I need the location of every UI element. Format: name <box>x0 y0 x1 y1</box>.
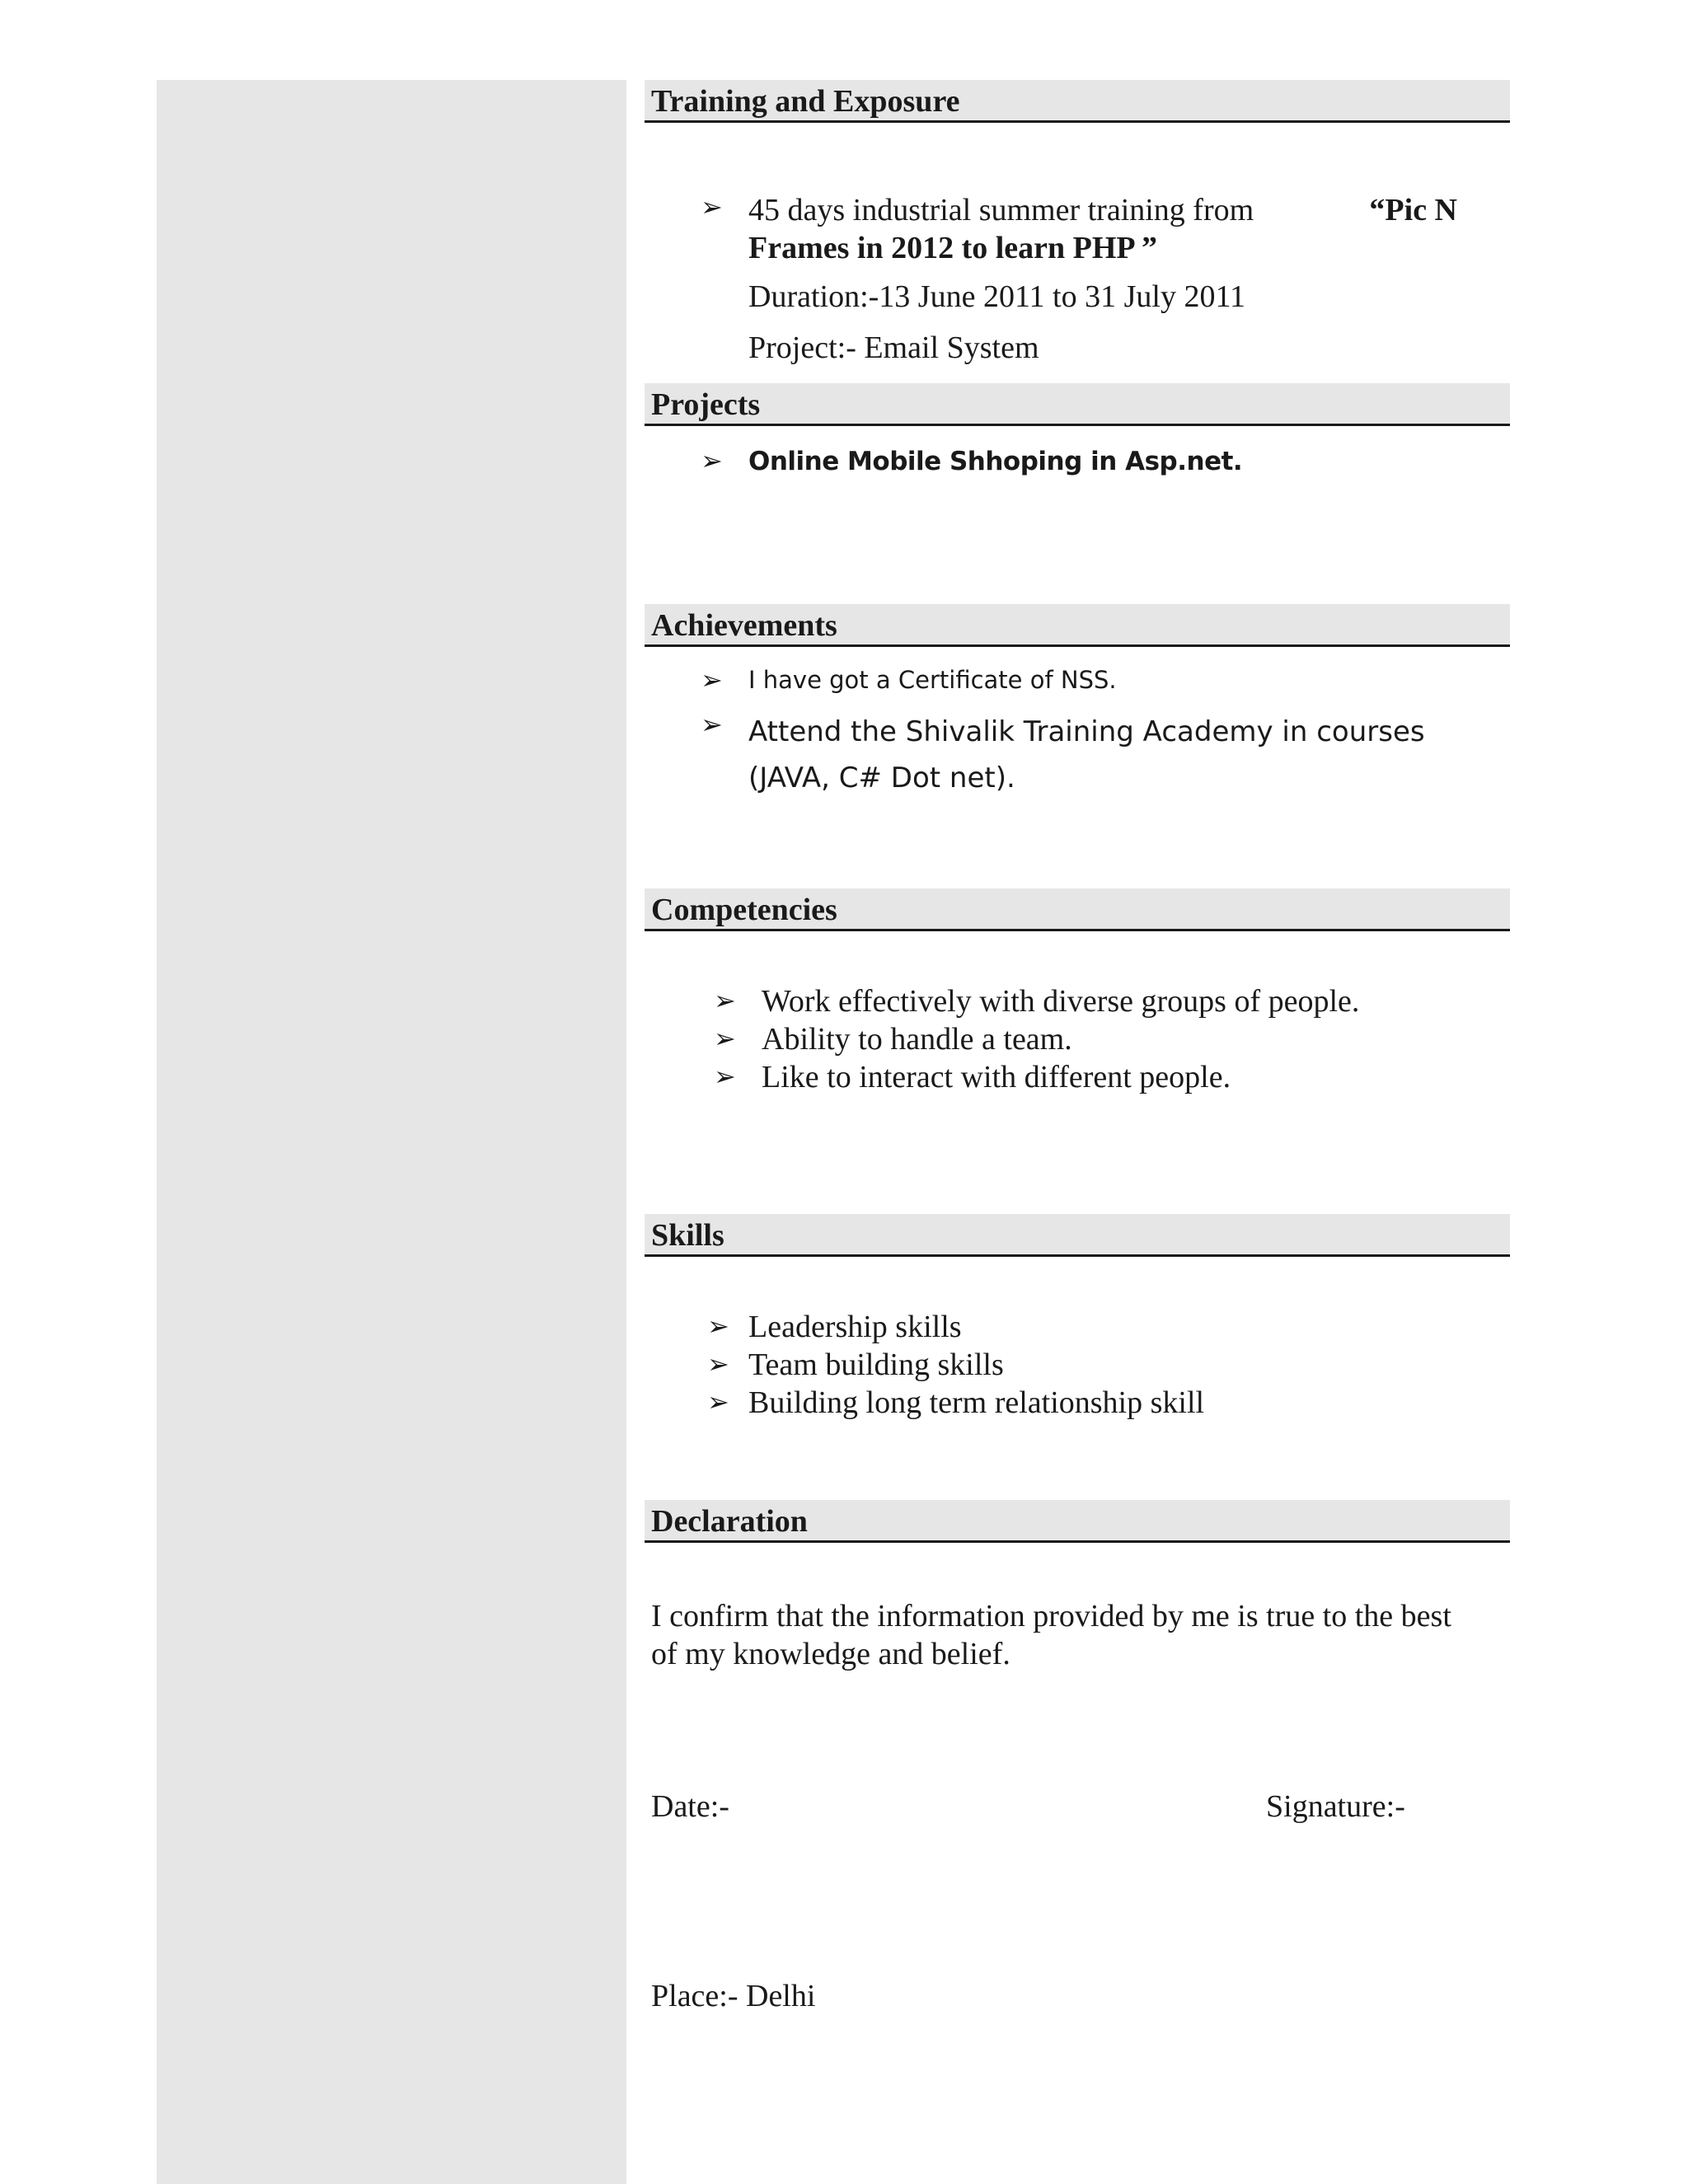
bullet-arrow-icon: ➢ <box>701 191 723 223</box>
achievement-item-text <box>748 709 1425 801</box>
bullet-arrow-icon: ➢ <box>707 1348 729 1380</box>
skill-item-text: Building long term relationship skill <box>748 1385 1205 1420</box>
achievement-item-line-2: (JAVA, C# Dot net). <box>748 762 1015 794</box>
competency-item-text: Like to interact with different people. <box>762 1060 1231 1094</box>
left-sidebar-panel <box>157 80 626 2184</box>
competency-item-text: Work effectively with diverse groups of people. <box>762 984 1360 1019</box>
training-item-lead: 45 days industrial summer training from <box>748 193 1262 227</box>
declaration-text <box>651 1597 1508 1673</box>
bullet-arrow-icon: ➢ <box>701 445 723 476</box>
bullet-arrow-icon: ➢ <box>714 985 736 1016</box>
section-header-achievements: Achievements <box>645 604 1510 647</box>
place-label: Place:- Delhi <box>651 1979 816 2013</box>
project-item-text: Online Mobile Shhoping in Asp.net. <box>748 447 1243 476</box>
skill-item-text: Team building skills <box>748 1347 1004 1382</box>
bullet-arrow-icon: ➢ <box>707 1386 729 1418</box>
training-item-bold-1: “Pic N <box>1369 193 1457 227</box>
achievement-item-text: I have got a Certificate of NSS. <box>748 666 1117 694</box>
achievement-item-line-1: Attend the Shivalik Training Academy in courses <box>748 715 1425 748</box>
section-header-declaration: Declaration <box>645 1500 1510 1543</box>
declaration-text-line-2: of my knowledge and belief. <box>651 1637 1010 1671</box>
declaration-text-line-1: I confirm that the information provided by me is true to the best <box>651 1599 1451 1633</box>
training-item-bold-2: Frames in 2012 to learn PHP ” <box>748 231 1158 265</box>
training-item-text <box>748 191 1457 267</box>
training-project: Project:- Email System <box>748 330 1039 365</box>
bullet-arrow-icon: ➢ <box>714 1061 736 1092</box>
bullet-arrow-icon: ➢ <box>707 1310 729 1342</box>
section-header-projects: Projects <box>645 383 1510 426</box>
section-header-competencies: Competencies <box>645 888 1510 931</box>
signature-label: Signature:- <box>1266 1789 1405 1824</box>
competency-item-text: Ability to handle a team. <box>762 1022 1072 1057</box>
section-header-training: Training and Exposure <box>645 80 1510 123</box>
section-header-skills: Skills <box>645 1214 1510 1257</box>
skill-item-text: Leadership skills <box>748 1310 962 1344</box>
bullet-arrow-icon: ➢ <box>701 709 723 740</box>
bullet-arrow-icon: ➢ <box>714 1023 736 1054</box>
training-duration: Duration:-13 June 2011 to 31 July 2011 <box>748 279 1246 314</box>
date-label: Date:- <box>651 1789 729 1824</box>
bullet-arrow-icon: ➢ <box>701 664 723 696</box>
